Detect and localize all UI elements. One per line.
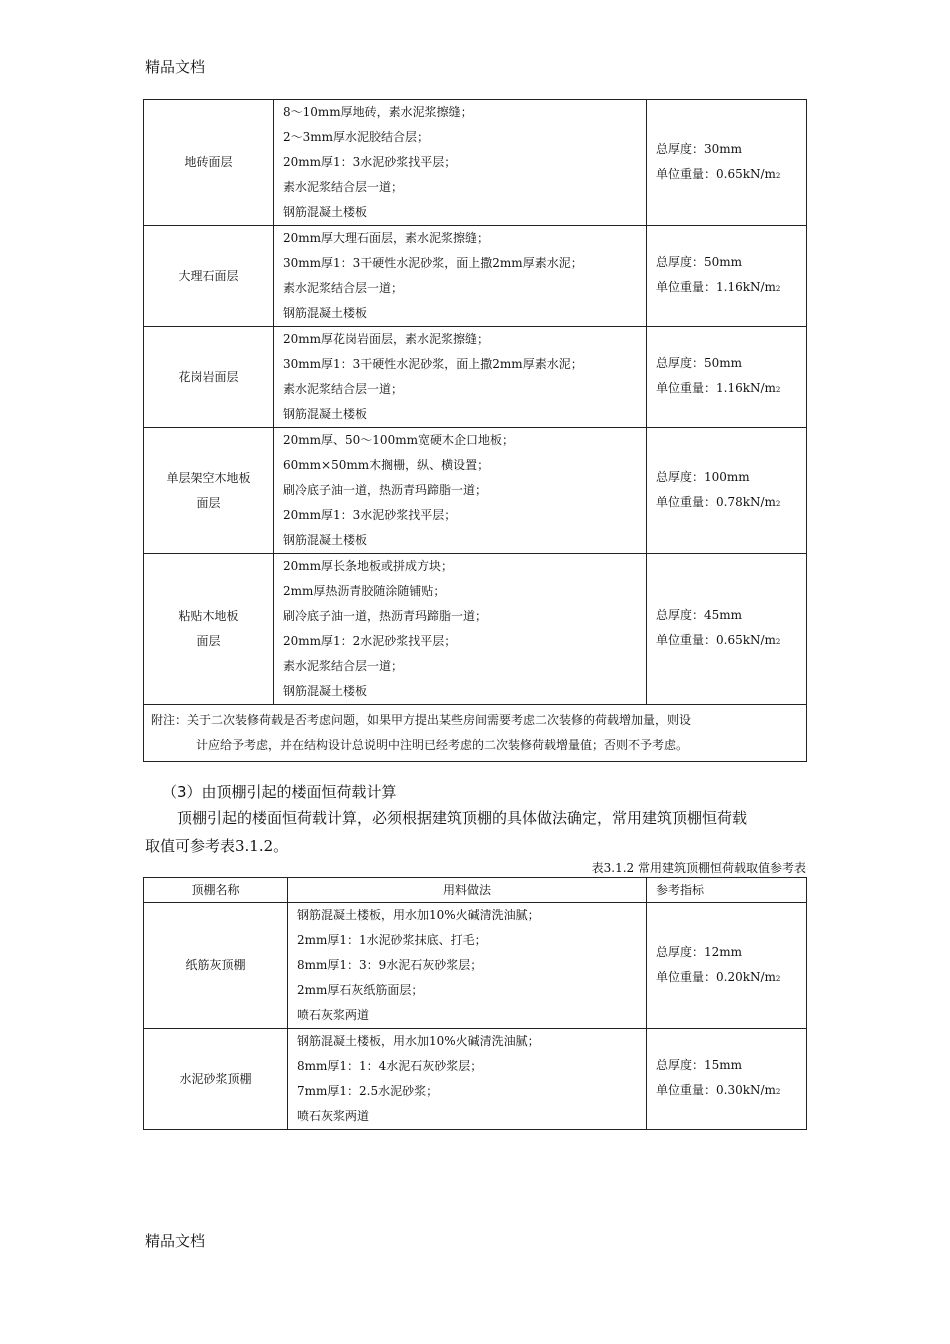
unit-superscript: 2	[775, 386, 781, 394]
method-cell	[274, 428, 647, 554]
note-line: 计应给予考虑，并在结构设计总说明中注明已经考虑的二次装修荷载增量值；否则不予考虑。	[196, 738, 689, 752]
column-header: 用料做法	[288, 878, 647, 903]
method-line: 素水泥浆结合层一道；	[283, 180, 404, 194]
unit-weight	[656, 275, 800, 302]
unit-weight-value: 单位重量：1.16kN/m	[656, 381, 776, 395]
method-line: 素水泥浆结合层一道；	[283, 659, 404, 673]
method-line: 素水泥浆结合层一道；	[283, 281, 404, 295]
method-line: 2mm厚石灰纸筋面层；	[297, 983, 424, 997]
finish-name-cell	[144, 327, 274, 428]
finish-name-cell	[144, 100, 274, 226]
unit-weight-value: 单位重量：0.65kN/m	[656, 633, 776, 647]
finish-name-cell	[144, 428, 274, 554]
page-footer-label: 精品文档	[145, 1232, 206, 1250]
method-line: 喷石灰浆两道	[297, 1008, 370, 1022]
table-caption: 表3.1.2 常用建筑顶棚恒荷载取值参考表	[591, 861, 806, 875]
ceiling-name: 纸筋灰顶棚	[185, 958, 246, 972]
unit-weight	[656, 376, 800, 403]
method-cell	[274, 327, 647, 428]
unit-weight-value: 单位重量：0.78kN/m	[656, 494, 776, 509]
finish-name-line: 面层	[196, 495, 221, 510]
method-line: 钢筋混凝土楼板，用水加10%火碱清洗油腻；	[297, 1034, 540, 1048]
total-thickness: 总厚度：100mm	[656, 469, 750, 484]
note-row	[144, 705, 807, 762]
finish-name-line: 面层	[196, 634, 221, 648]
table-row	[144, 226, 807, 327]
method-cell	[288, 903, 647, 1029]
method-line: 刷冷底子油一道，热沥青玛蹄脂一道；	[283, 609, 488, 623]
note-line: 附注：关于二次装修荷载是否考虑问题，如果甲方提出某些房间需要考虑二次装修的荷载增加量，则设	[151, 713, 692, 727]
spec-cell	[647, 100, 807, 226]
spec-cell	[647, 428, 807, 554]
method-line: 20mm厚长条地板或拼成方块；	[283, 559, 454, 573]
unit-superscript: 2	[775, 499, 781, 508]
unit-weight	[656, 628, 800, 655]
method-cell	[274, 100, 647, 226]
paragraph-line: 取值可参考表3.1.2。	[145, 837, 289, 855]
method-line: 30mm厚1：3干硬性水泥砂浆，面上撒2mm厚素水泥；	[283, 256, 583, 270]
table-row	[144, 428, 807, 554]
method-line: 钢筋混凝土楼板	[283, 407, 368, 421]
body-paragraph	[145, 804, 810, 860]
table-row	[144, 100, 807, 226]
method-line: 2mm厚1：1水泥砂浆抹底、打毛；	[297, 933, 487, 947]
method-line: 20mm厚、50～100mm宽硬木企口地板；	[283, 433, 514, 447]
ceiling-name: 水泥砂浆顶棚	[179, 1071, 252, 1086]
method-line: 2mm厚热沥青胶随涂随铺贴；	[283, 584, 446, 598]
method-line: 20mm厚1：3水泥砂浆找平层；	[283, 508, 457, 522]
spec-cell	[647, 554, 807, 705]
method-line: 20mm厚花岗岩面层，素水泥浆擦缝；	[283, 332, 490, 346]
column-header: 顶棚名称	[144, 878, 288, 903]
total-thickness: 总厚度：50mm	[656, 356, 743, 370]
unit-superscript: 2	[775, 974, 781, 983]
total-thickness: 总厚度：45mm	[656, 608, 743, 622]
unit-weight-value: 单位重量：0.30kN/m	[656, 1083, 776, 1097]
finish-name: 大理石面层	[178, 268, 239, 283]
total-thickness: 总厚度：12mm	[656, 944, 743, 959]
finish-name-cell	[144, 554, 274, 705]
spec-cell	[647, 903, 807, 1029]
method-line: 刷冷底子油一道，热沥青玛蹄脂一道；	[283, 483, 488, 497]
unit-superscript: 2	[775, 171, 781, 180]
method-line: 8mm厚1：3：9水泥石灰砂浆层；	[297, 958, 483, 972]
unit-weight	[656, 1078, 800, 1105]
unit-superscript: 2	[775, 1088, 781, 1096]
method-line: 2～3mm厚水泥胶结合层；	[283, 130, 430, 144]
method-line: 喷石灰浆两道	[297, 1109, 370, 1123]
spec-cell	[647, 1029, 807, 1130]
spec-cell	[647, 226, 807, 327]
method-line: 8～10mm厚地砖，素水泥浆擦缝；	[283, 105, 473, 119]
unit-superscript: 2	[775, 638, 781, 646]
finish-name-line: 粘贴木地板	[178, 609, 239, 623]
unit-weight-value: 单位重量：0.20kN/m	[656, 969, 776, 984]
table-row	[144, 554, 807, 705]
method-line: 20mm厚1：2水泥砂浆找平层；	[283, 634, 457, 648]
method-line: 钢筋混凝土楼板	[283, 306, 368, 320]
finish-name: 花岗岩面层	[178, 369, 239, 384]
method-cell	[274, 226, 647, 327]
method-cell	[288, 1029, 647, 1130]
unit-weight	[656, 490, 800, 517]
unit-weight-value: 单位重量：1.16kN/m	[656, 280, 776, 294]
total-thickness: 总厚度：15mm	[656, 1058, 743, 1072]
finish-name-cell	[144, 226, 274, 327]
method-line: 60mm×50mm木搁栅，纵、横设置；	[283, 458, 490, 472]
ceiling-name-cell	[144, 903, 288, 1029]
unit-weight	[656, 162, 800, 189]
method-line: 钢筋混凝土楼板	[283, 205, 368, 219]
ceiling-name-cell	[144, 1029, 288, 1130]
table-row	[144, 903, 807, 1029]
method-cell	[274, 554, 647, 705]
spec-cell	[647, 327, 807, 428]
section-heading: （3）由顶棚引起的楼面恒荷载计算	[162, 783, 397, 801]
total-thickness: 总厚度：30mm	[656, 141, 743, 156]
table-row	[144, 327, 807, 428]
note-cell	[144, 705, 807, 762]
unit-weight-value: 单位重量：0.65kN/m	[656, 166, 776, 181]
unit-superscript: 2	[775, 285, 781, 293]
finish-name: 地砖面层	[184, 155, 233, 169]
table-row	[144, 1029, 807, 1130]
finish-name-line: 单层架空木地板	[166, 470, 251, 485]
method-line: 30mm厚1：3干硬性水泥砂浆，面上撒2mm厚素水泥；	[283, 357, 583, 371]
method-line: 7mm厚1：2.5水泥砂浆；	[297, 1084, 439, 1098]
method-line: 钢筋混凝土楼板，用水加10%火碱清洗油腻；	[297, 908, 540, 922]
table-header-row	[144, 878, 807, 903]
method-line: 20mm厚1：3水泥砂浆找平层；	[283, 155, 457, 169]
paragraph-line: 顶棚引起的楼面恒荷载计算，必须根据建筑顶棚的具体做法确定，常用建筑顶棚恒荷载	[177, 809, 748, 827]
ceiling-table	[143, 877, 807, 1130]
method-line: 8mm厚1：1：4水泥石灰砂浆层；	[297, 1059, 483, 1073]
total-thickness: 总厚度：50mm	[656, 255, 743, 269]
unit-weight	[656, 965, 800, 992]
method-line: 钢筋混凝土楼板	[283, 684, 368, 698]
page-header-label: 精品文档	[145, 58, 206, 76]
floor-finish-table	[143, 99, 807, 762]
column-header: 参考指标	[647, 878, 807, 903]
method-line: 素水泥浆结合层一道；	[283, 382, 404, 396]
method-line: 钢筋混凝土楼板	[283, 533, 368, 547]
method-line: 20mm厚大理石面层，素水泥浆擦缝；	[283, 231, 490, 245]
